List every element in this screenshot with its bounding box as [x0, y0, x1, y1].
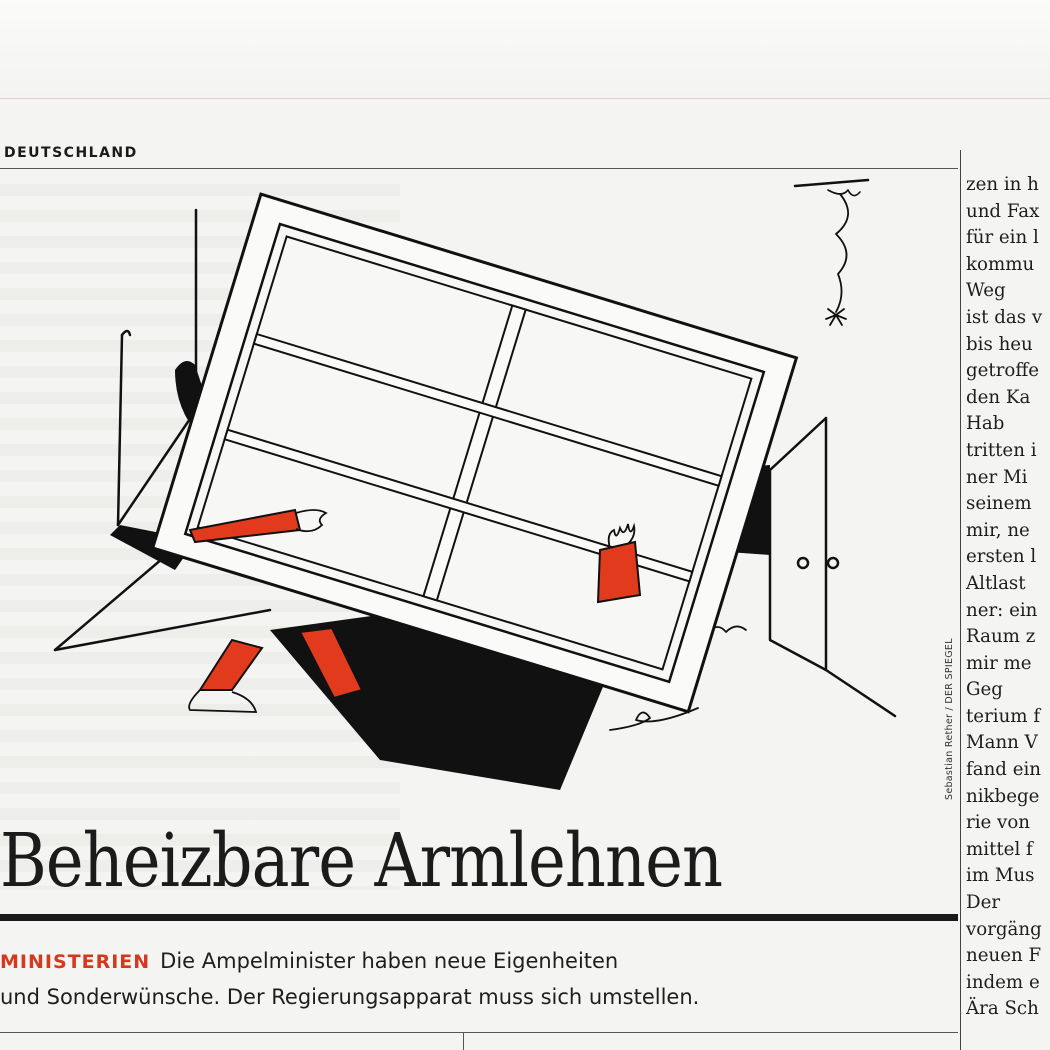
body-text-line: ist das v	[966, 306, 1043, 328]
body-text-line: bis heu	[966, 333, 1033, 355]
body-text-line: rie von	[966, 812, 1030, 834]
body-text-line: ersten l	[966, 546, 1037, 568]
headline-rule	[0, 914, 958, 921]
illustration	[0, 170, 958, 810]
illustration-credit: Sebastian Rether / DER SPIEGEL	[944, 638, 955, 800]
body-text-line: und Fax	[966, 200, 1040, 222]
body-column-right	[966, 172, 1050, 1023]
body-text-line: nikbege	[966, 785, 1040, 807]
body-text-line: Geg	[966, 679, 1003, 701]
header-rule	[0, 168, 958, 169]
background-surface	[0, 0, 1050, 99]
body-text-line: mir me	[966, 652, 1032, 674]
body-text-line: tritten i	[966, 439, 1037, 461]
body-text-line: ner Mi	[966, 466, 1028, 488]
body-text-line: zen in h	[966, 174, 1039, 195]
body-text-line: seinem	[966, 493, 1032, 515]
body-text-line: Hab	[966, 413, 1005, 435]
body-text-line: mittel f	[966, 838, 1033, 860]
body-text-line: Altlast	[966, 572, 1026, 594]
body-text-line: im Mus	[966, 865, 1035, 887]
bottom-rule	[0, 1032, 958, 1033]
column-divider	[960, 150, 961, 1050]
body-text-line: kommu	[966, 253, 1035, 275]
teaser	[0, 944, 950, 1015]
body-text-line: ner: ein	[966, 599, 1038, 621]
body-text-line: getroffe	[966, 360, 1040, 382]
body-text-line: Weg	[966, 280, 1006, 302]
body-text-line: Der	[966, 892, 1001, 914]
teaser-line-1: Die Ampelminister haben neue Eigenheiten	[160, 949, 619, 973]
bottom-column-split	[463, 1032, 464, 1050]
kicker: MINISTERIEN	[0, 951, 151, 973]
body-text-line: neuen F	[966, 945, 1042, 967]
page-title: Beheizbare Armlehnen	[0, 818, 723, 904]
body-text-line: für ein l	[966, 227, 1039, 249]
body-text-line: fand ein	[966, 759, 1042, 781]
body-text-line: mir, ne	[966, 519, 1030, 541]
body-text-line: Mann V	[966, 732, 1038, 754]
body-text-line: terium f	[966, 705, 1041, 727]
body-text-line: Ära Sch	[966, 998, 1039, 1020]
section-label: DEUTSCHLAND	[4, 145, 138, 161]
body-text-line: indem e	[966, 971, 1040, 993]
body-text-line: vorgäng	[966, 918, 1042, 940]
body-text-line: den Ka	[966, 386, 1031, 408]
teaser-line-2: und Sonderwünsche. Der Regierungsapparat muss sich umstellen.	[0, 985, 700, 1009]
body-text-line: Raum z	[966, 626, 1036, 648]
